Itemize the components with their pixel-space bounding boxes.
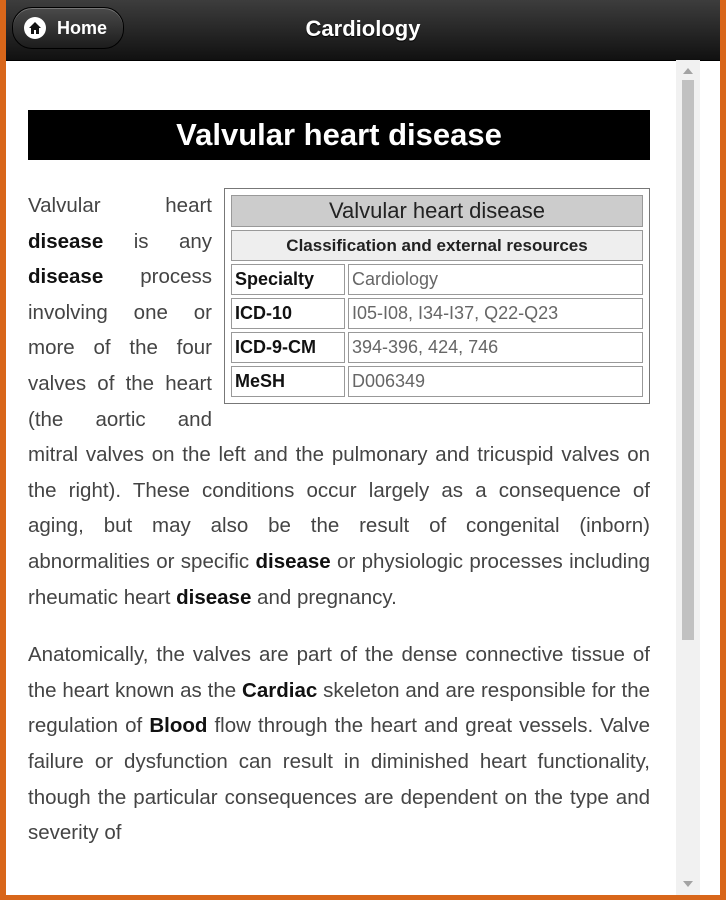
text-run: flow through the heart and great vessels. Valve failure or dysfunction can result in diminished heart functionality, though the particular consequences are dependent on the type and severity of xyxy=(28,714,651,845)
header-bar xyxy=(6,0,720,61)
text-run: or physiologic processes including rheumatic heart xyxy=(28,549,651,609)
infobox-title: Valvular heart disease xyxy=(231,195,643,227)
scroll-thumb[interactable] xyxy=(682,80,694,640)
infobox-value: Cardiology xyxy=(348,264,643,295)
text-run: skeleton and are responsible for the regulation of xyxy=(28,678,651,738)
scroll-down-arrow-icon[interactable] xyxy=(683,881,693,887)
article-content xyxy=(28,110,650,873)
text-run: and pregnancy. xyxy=(251,585,397,609)
infobox xyxy=(224,188,650,404)
infobox-value: D006349 xyxy=(348,366,643,397)
infobox-value: I05-I08, I34-I37, Q22-Q23 xyxy=(348,298,643,329)
infobox-key: ICD-10 xyxy=(231,298,345,329)
home-button-label: Home xyxy=(57,17,108,38)
keyword-link[interactable]: disease xyxy=(255,549,331,573)
text-run: process involving one or more of the four valves of the heart (the aortic and mitral valves on the left and the pulmonary and tricuspid valves on the right). These conditions occur largely as a consequence of aging, but may also be the result of congenital (inborn) abnormalities or specific xyxy=(28,265,650,573)
article-paragraph-2 xyxy=(28,637,650,851)
keyword-link[interactable]: disease xyxy=(28,265,104,289)
infobox-key: MeSH xyxy=(231,366,345,397)
vertical-scrollbar[interactable] xyxy=(676,60,700,895)
infobox-key: Specialty xyxy=(231,264,345,295)
keyword-link[interactable]: disease xyxy=(28,229,104,253)
app-frame xyxy=(6,0,720,895)
infobox-row xyxy=(231,264,643,295)
infobox-row xyxy=(231,298,643,329)
keyword-link[interactable]: disease xyxy=(176,585,252,609)
text-run: Anatomically, the valves are part of the dense connective tissue of the heart known as the xyxy=(28,643,650,702)
keyword-link[interactable]: Blood xyxy=(149,714,208,738)
text-run: is any xyxy=(103,229,212,253)
scroll-up-arrow-icon[interactable] xyxy=(683,68,693,74)
article-title: Valvular heart disease xyxy=(28,110,650,160)
infobox-value: 394-396, 424, 746 xyxy=(348,332,643,363)
text-run: Valvular heart xyxy=(28,194,212,217)
infobox-subtitle: Classification and external resources xyxy=(231,230,643,261)
infobox-key: ICD-9-CM xyxy=(231,332,345,363)
keyword-link[interactable]: Cardiac xyxy=(242,678,318,702)
infobox-row xyxy=(231,366,643,397)
infobox-row xyxy=(231,332,643,363)
page-header-title: Cardiology xyxy=(305,16,421,41)
